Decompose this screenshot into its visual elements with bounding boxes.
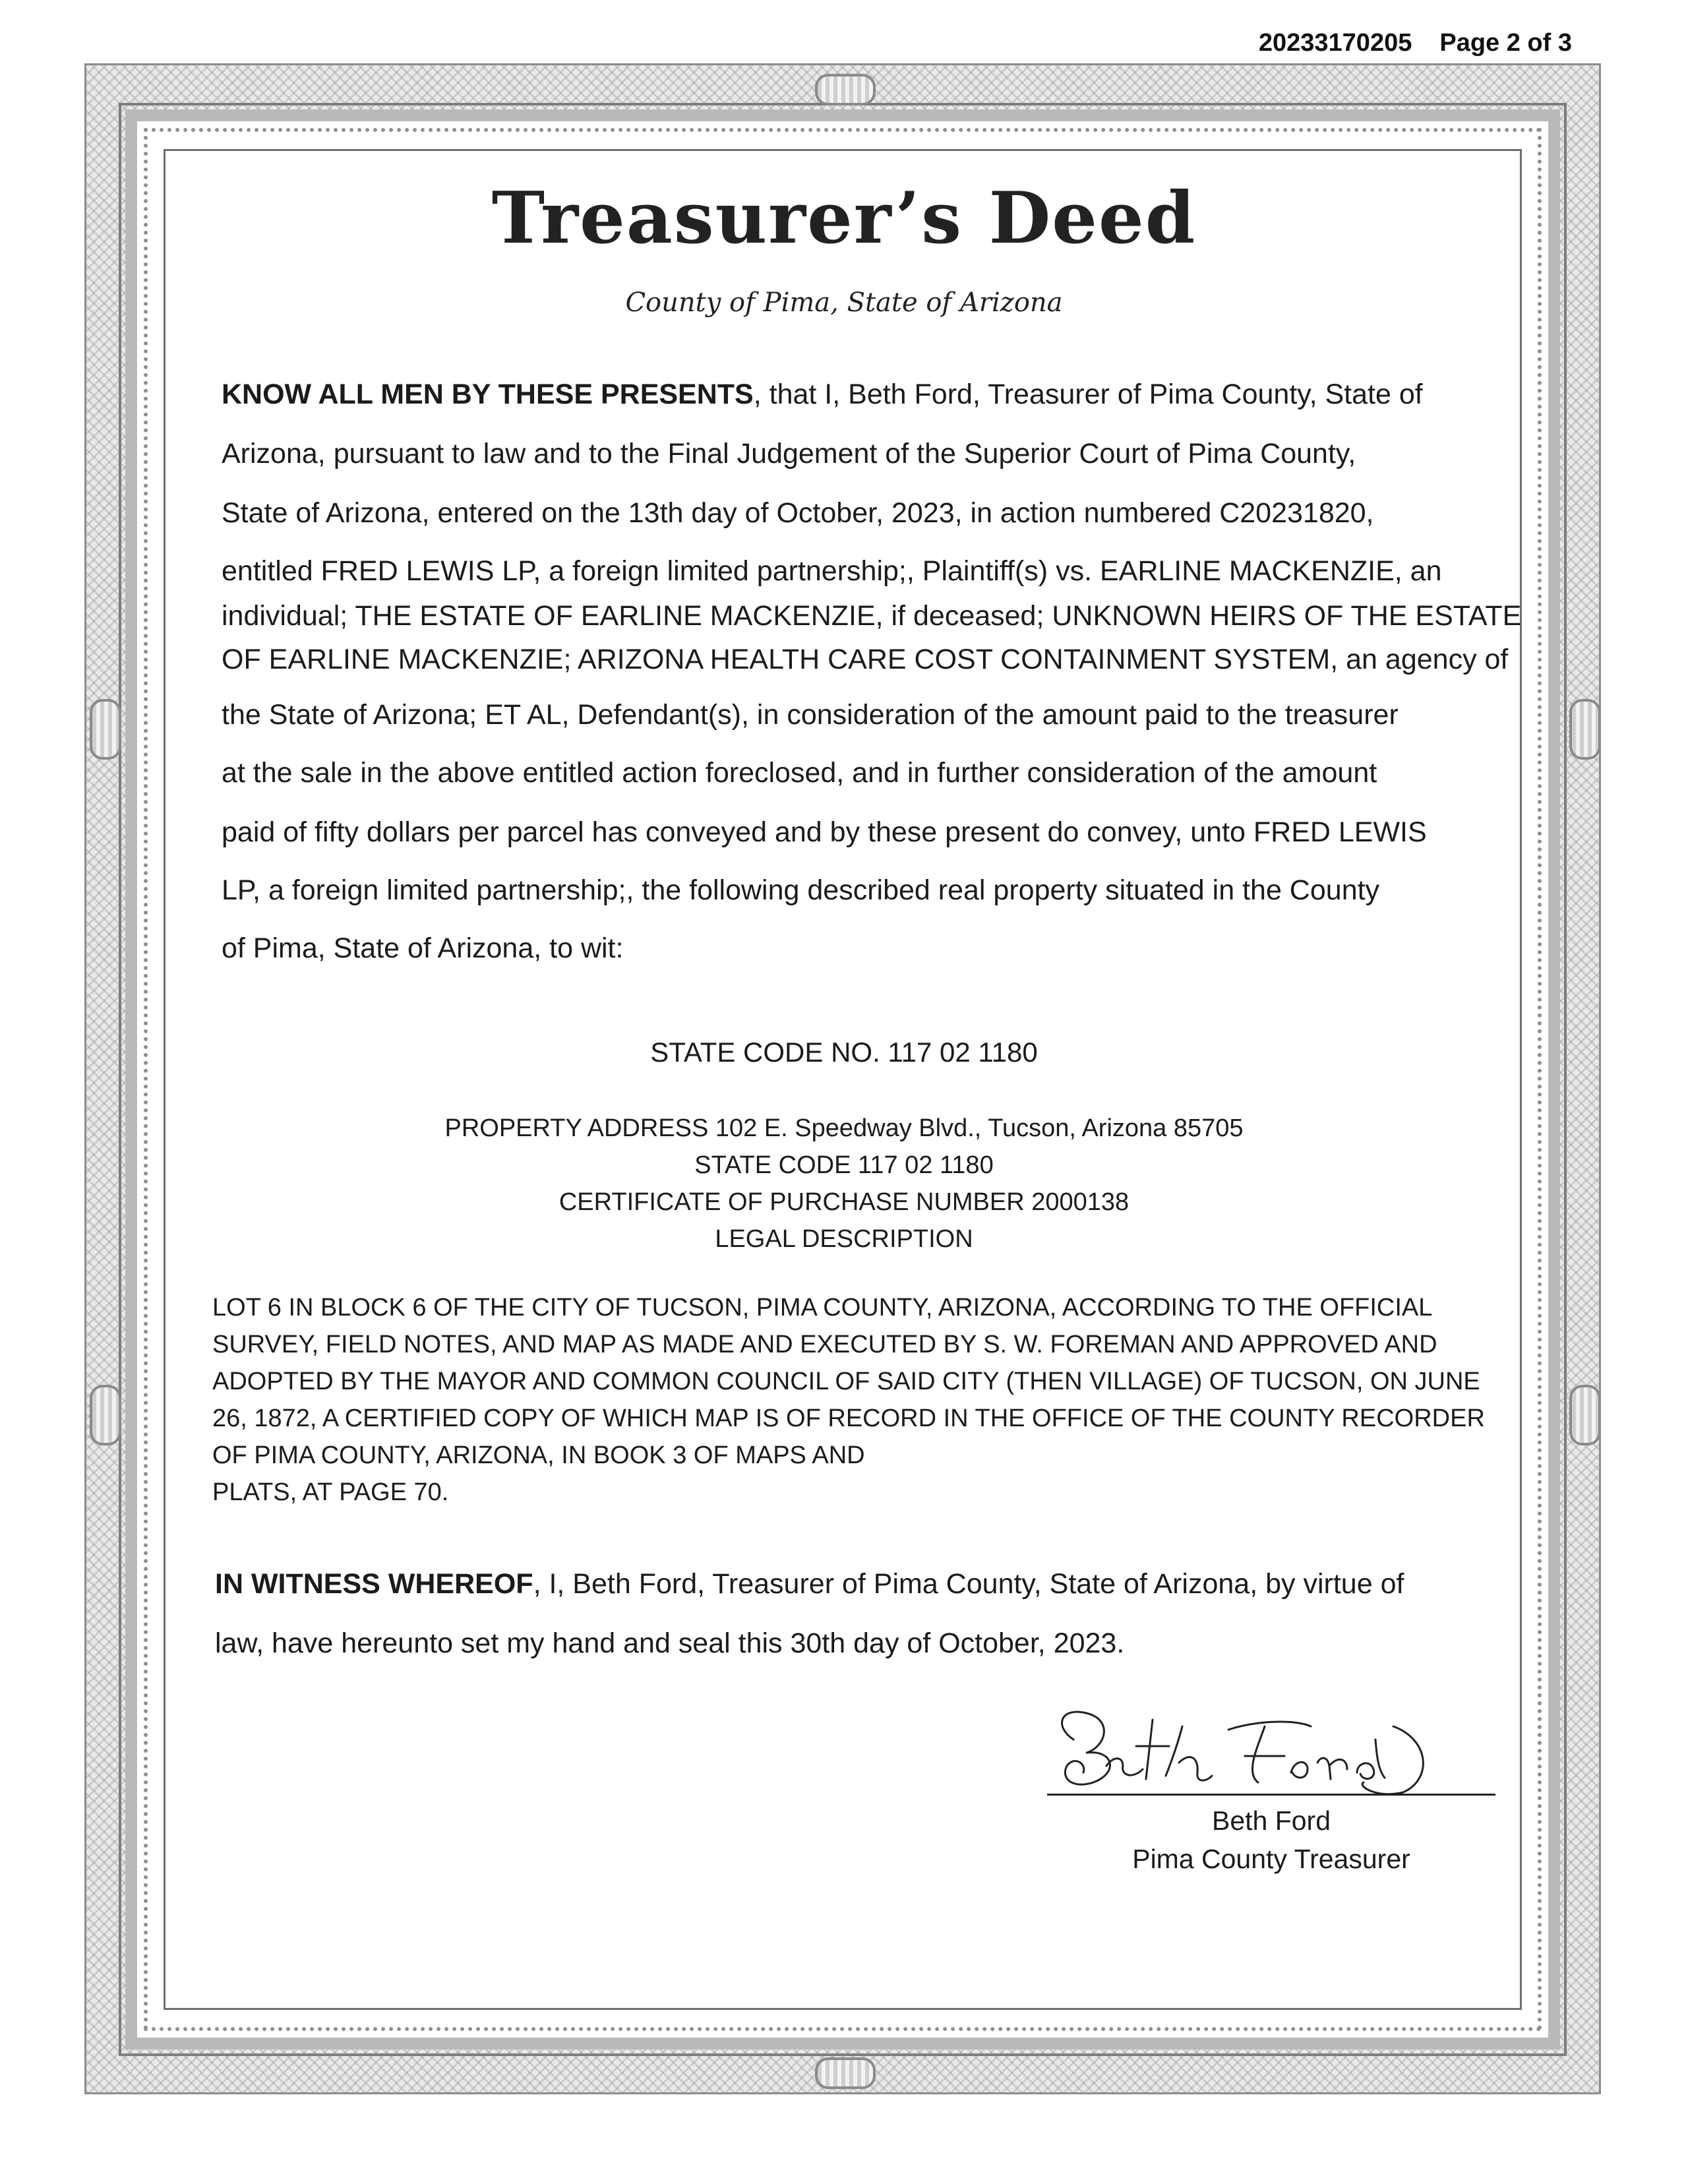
legal-description-heading: LEGAL DESCRIPTION bbox=[715, 1225, 973, 1253]
border-knot-icon bbox=[1569, 1385, 1601, 1445]
state-code-heading: STATE CODE NO. 117 02 1180 bbox=[650, 1037, 1038, 1068]
body-lead: KNOW ALL MEN BY THESE PRESENTS bbox=[222, 379, 754, 410]
signer-name: Beth Ford bbox=[1211, 1805, 1331, 1836]
witness-line: law, have hereunto set my hand and seal this 30th day of October, 2023. bbox=[215, 1627, 1125, 1659]
body-line: Arizona, pursuant to law and to the Final Judgement of the Superior Court of Pima County, bbox=[222, 438, 1356, 470]
legal-description-line: LOT 6 IN BLOCK 6 OF THE CITY OF TUCSON, PIMA COUNTY, ARIZONA, ACCORDING TO THE OFFICIAL bbox=[212, 1294, 1433, 1321]
body-line: LP, a foreign limited partnership;, the following described real property situated in the County bbox=[222, 874, 1380, 906]
property-state-code: STATE CODE 117 02 1180 bbox=[694, 1151, 994, 1179]
property-address: PROPERTY ADDRESS 102 E. Speedway Blvd., Tucson, Arizona 85705 bbox=[444, 1114, 1244, 1142]
body-line: OF EARLINE MACKENZIE; ARIZONA HEALTH CARE COST CONTAINMENT SYSTEM, an agency of bbox=[222, 644, 1509, 675]
body-line: KNOW ALL MEN BY THESE PRESENTS, that I, Beth Ford, Treasurer of Pima County, State of bbox=[222, 379, 1423, 410]
legal-description-line: OF PIMA COUNTY, ARIZONA, IN BOOK 3 OF MAPS AND bbox=[212, 1441, 865, 1469]
witness-lead: IN WITNESS WHEREOF bbox=[215, 1568, 533, 1600]
certificate-of-purchase: CERTIFICATE OF PURCHASE NUMBER 2000138 bbox=[558, 1188, 1130, 1216]
witness-line: IN WITNESS WHEREOF, I, Beth Ford, Treasurer of Pima County, State of Arizona, by virtue of bbox=[215, 1568, 1404, 1600]
document-number: 20233170205 bbox=[1258, 29, 1412, 57]
signature-line bbox=[1047, 1794, 1495, 1796]
page-indicator: Page 2 of 3 bbox=[1439, 29, 1572, 57]
body-line: individual; THE ESTATE OF EARLINE MACKENZIE, if deceased; UNKNOWN HEIRS OF THE ESTATE bbox=[222, 600, 1522, 632]
border-knot-icon bbox=[815, 2057, 876, 2089]
legal-description-line: PLATS, AT PAGE 70. bbox=[212, 1478, 449, 1506]
body-line: at the sale in the above entitled action foreclosed, and in further consideration of the amount bbox=[222, 757, 1377, 789]
body-line: paid of fifty dollars per parcel has conveyed and by these present do convey, unto FRED LEWIS bbox=[222, 816, 1427, 848]
legal-description-line: ADOPTED BY THE MAYOR AND COMMON COUNCIL OF SAID CITY (THEN VILLAGE) OF TUCSON, ON JUNE bbox=[212, 1368, 1480, 1395]
border-knot-icon bbox=[1569, 699, 1601, 760]
handwritten-signature bbox=[1047, 1700, 1443, 1805]
document-subtitle: County of Pima, State of Arizona bbox=[625, 288, 1063, 318]
border-knot-icon bbox=[815, 74, 876, 106]
body-line: entitled FRED LEWIS LP, a foreign limited partnership;, Plaintiff(s) vs. EARLINE MACKENZIE, an bbox=[222, 555, 1442, 587]
border-knot-icon bbox=[90, 699, 121, 760]
legal-description-line: SURVEY, FIELD NOTES, AND MAP AS MADE AND EXECUTED BY S. W. FOREMAN AND APPROVED AND bbox=[212, 1331, 1437, 1358]
body-line: of Pima, State of Arizona, to wit: bbox=[222, 932, 624, 964]
border-knot-icon bbox=[90, 1385, 121, 1445]
signer-title: Pima County Treasurer bbox=[1132, 1844, 1410, 1874]
document-title: Treasurer’s Deed bbox=[491, 177, 1197, 260]
document-header bbox=[1259, 29, 1572, 57]
body-line: State of Arizona, entered on the 13th day of October, 2023, in action numbered C20231820, bbox=[222, 497, 1374, 529]
legal-description-line: 26, 1872, A CERTIFIED COPY OF WHICH MAP IS OF RECORD IN THE OFFICE OF THE COUNTY RECORDER bbox=[212, 1405, 1485, 1432]
body-line: the State of Arizona; ET AL, Defendant(s), in consideration of the amount paid to the treasurer bbox=[222, 699, 1399, 731]
